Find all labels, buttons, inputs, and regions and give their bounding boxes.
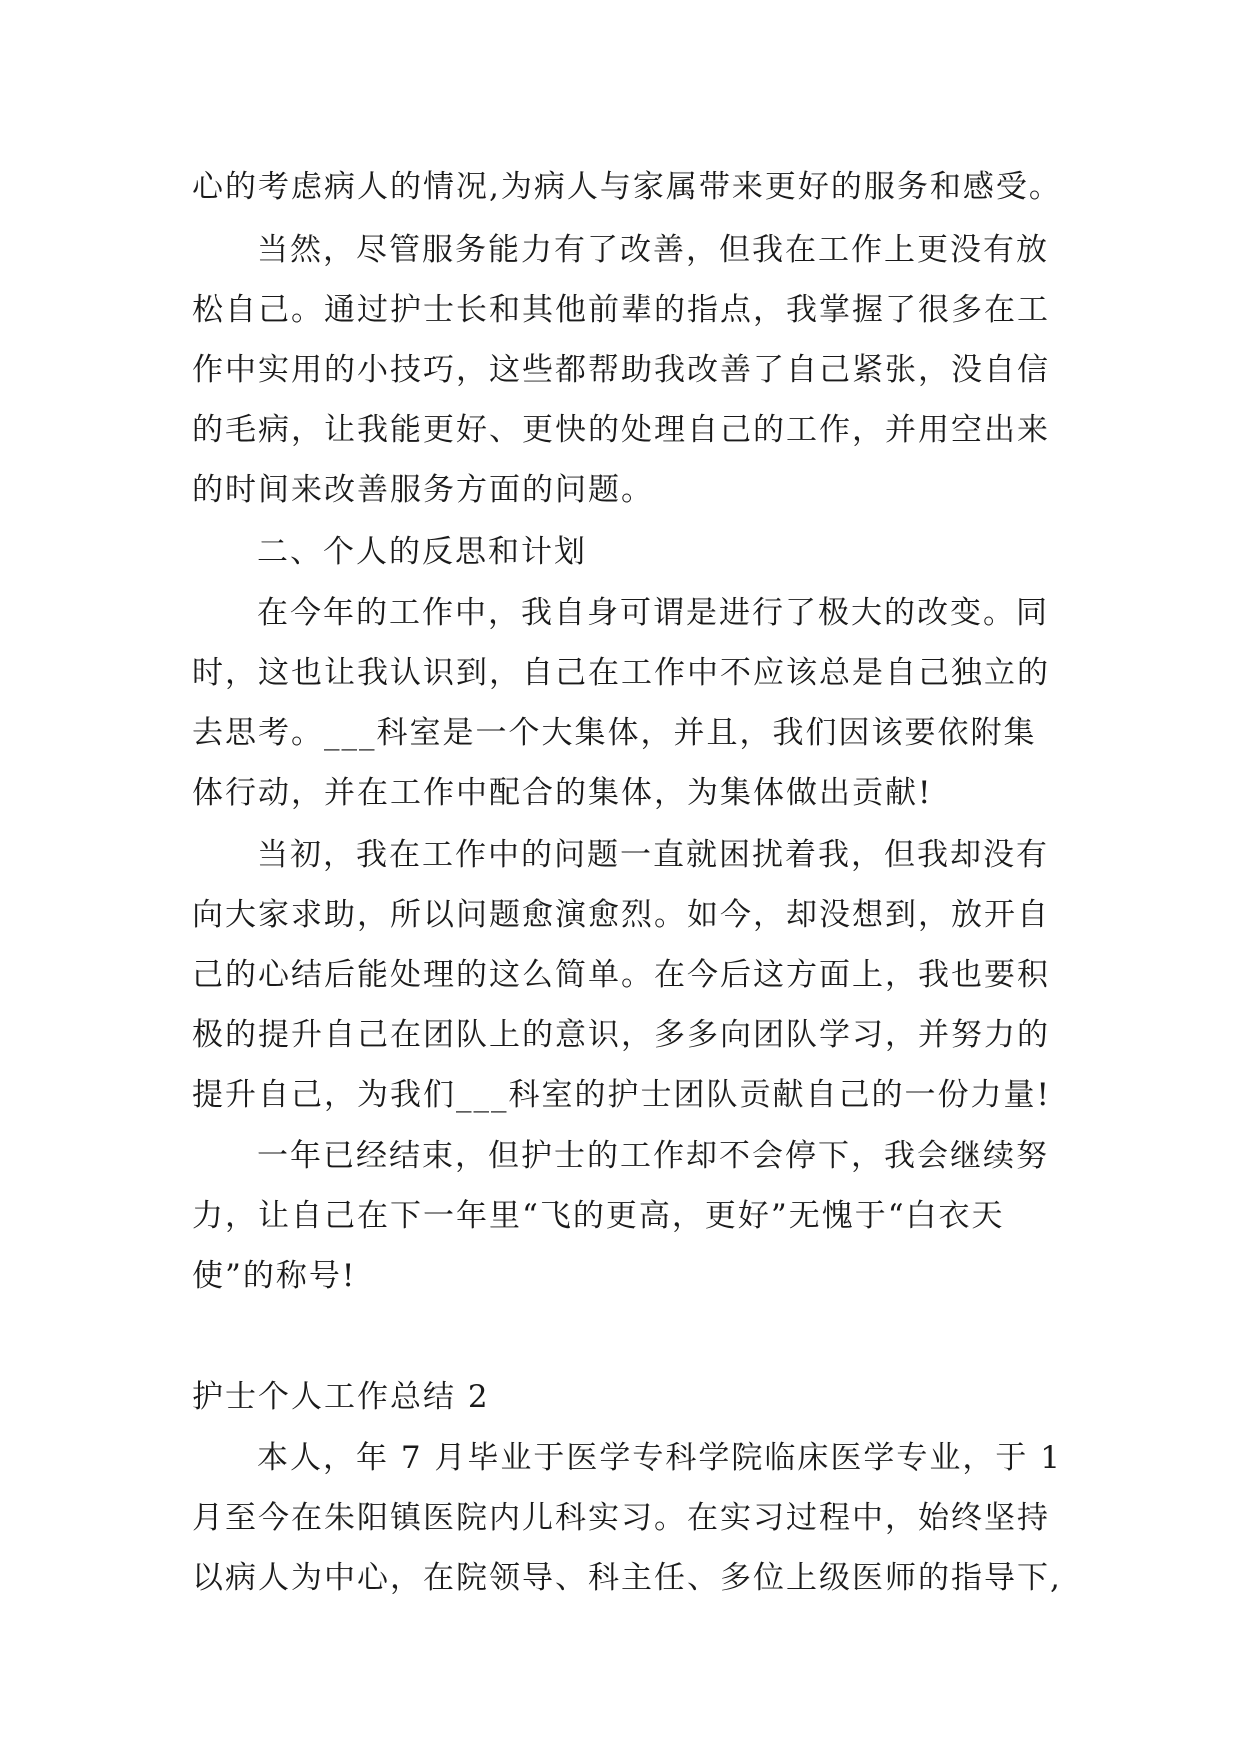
text-line: 力，让自己在下一年里“飞的更高，更好”无愧于“白衣天 — [192, 1198, 1005, 1234]
text-line: 心的考虑病人的情况,为病人与家属带来更好的服务和感受。 — [192, 169, 1062, 205]
text-line: 极的提升自己在团队上的意识，多多向团队学习，并努力的 — [192, 1017, 1050, 1053]
text-line: 己的心结后能处理的这么简单。在今后这方面上，我也要积 — [192, 957, 1050, 993]
paragraph-start: 当然，尽管服务能力有了改善，但我在工作上更没有放 — [257, 232, 1049, 268]
paragraph-start: 本人，年 7 月毕业于医学专科学院临床医学专业，于 1 — [257, 1440, 1063, 1476]
document-title: 护士个人工作总结 2 — [192, 1379, 490, 1415]
text-line: 时，这也让我认识到，自己在工作中不应该总是自己独立的 — [192, 655, 1050, 691]
text-line: 去思考。___科室是一个大集体，并且，我们因该要依附集 — [192, 715, 1037, 751]
text-line: 的时间来改善服务方面的问题。 — [192, 472, 654, 508]
section-heading: 二、个人的反思和计划 — [257, 534, 587, 570]
paragraph-start: 当初，我在工作中的问题一直就困扰着我，但我却没有 — [257, 837, 1049, 873]
paragraph-start: 在今年的工作中，我自身可谓是进行了极大的改变。同 — [257, 595, 1049, 631]
paragraph-start: 一年已经结束，但护士的工作却不会停下，我会继续努 — [257, 1138, 1049, 1174]
text-line: 提升自己，为我们___科室的护士团队贡献自己的一份力量! — [192, 1077, 1051, 1113]
text-line: 向大家求助，所以问题愈演愈烈。如今，却没想到，放开自 — [192, 897, 1050, 933]
text-line: 使”的称号! — [192, 1258, 357, 1294]
text-line: 体行动，并在工作中配合的集体，为集体做出贡献! — [192, 775, 933, 811]
text-line: 作中实用的小技巧，这些都帮助我改善了自己紧张，没自信 — [192, 352, 1050, 388]
text-line: 松自己。通过护士长和其他前辈的指点，我掌握了很多在工 — [192, 292, 1050, 328]
text-line: 的毛病，让我能更好、更快的处理自己的工作，并用空出来 — [192, 412, 1050, 448]
text-line: 月至今在朱阳镇医院内儿科实习。在实习过程中，始终坚持 — [192, 1500, 1050, 1536]
text-line: 以病人为中心，在院领导、科主任、多位上级医师的指导下, — [192, 1560, 1062, 1596]
